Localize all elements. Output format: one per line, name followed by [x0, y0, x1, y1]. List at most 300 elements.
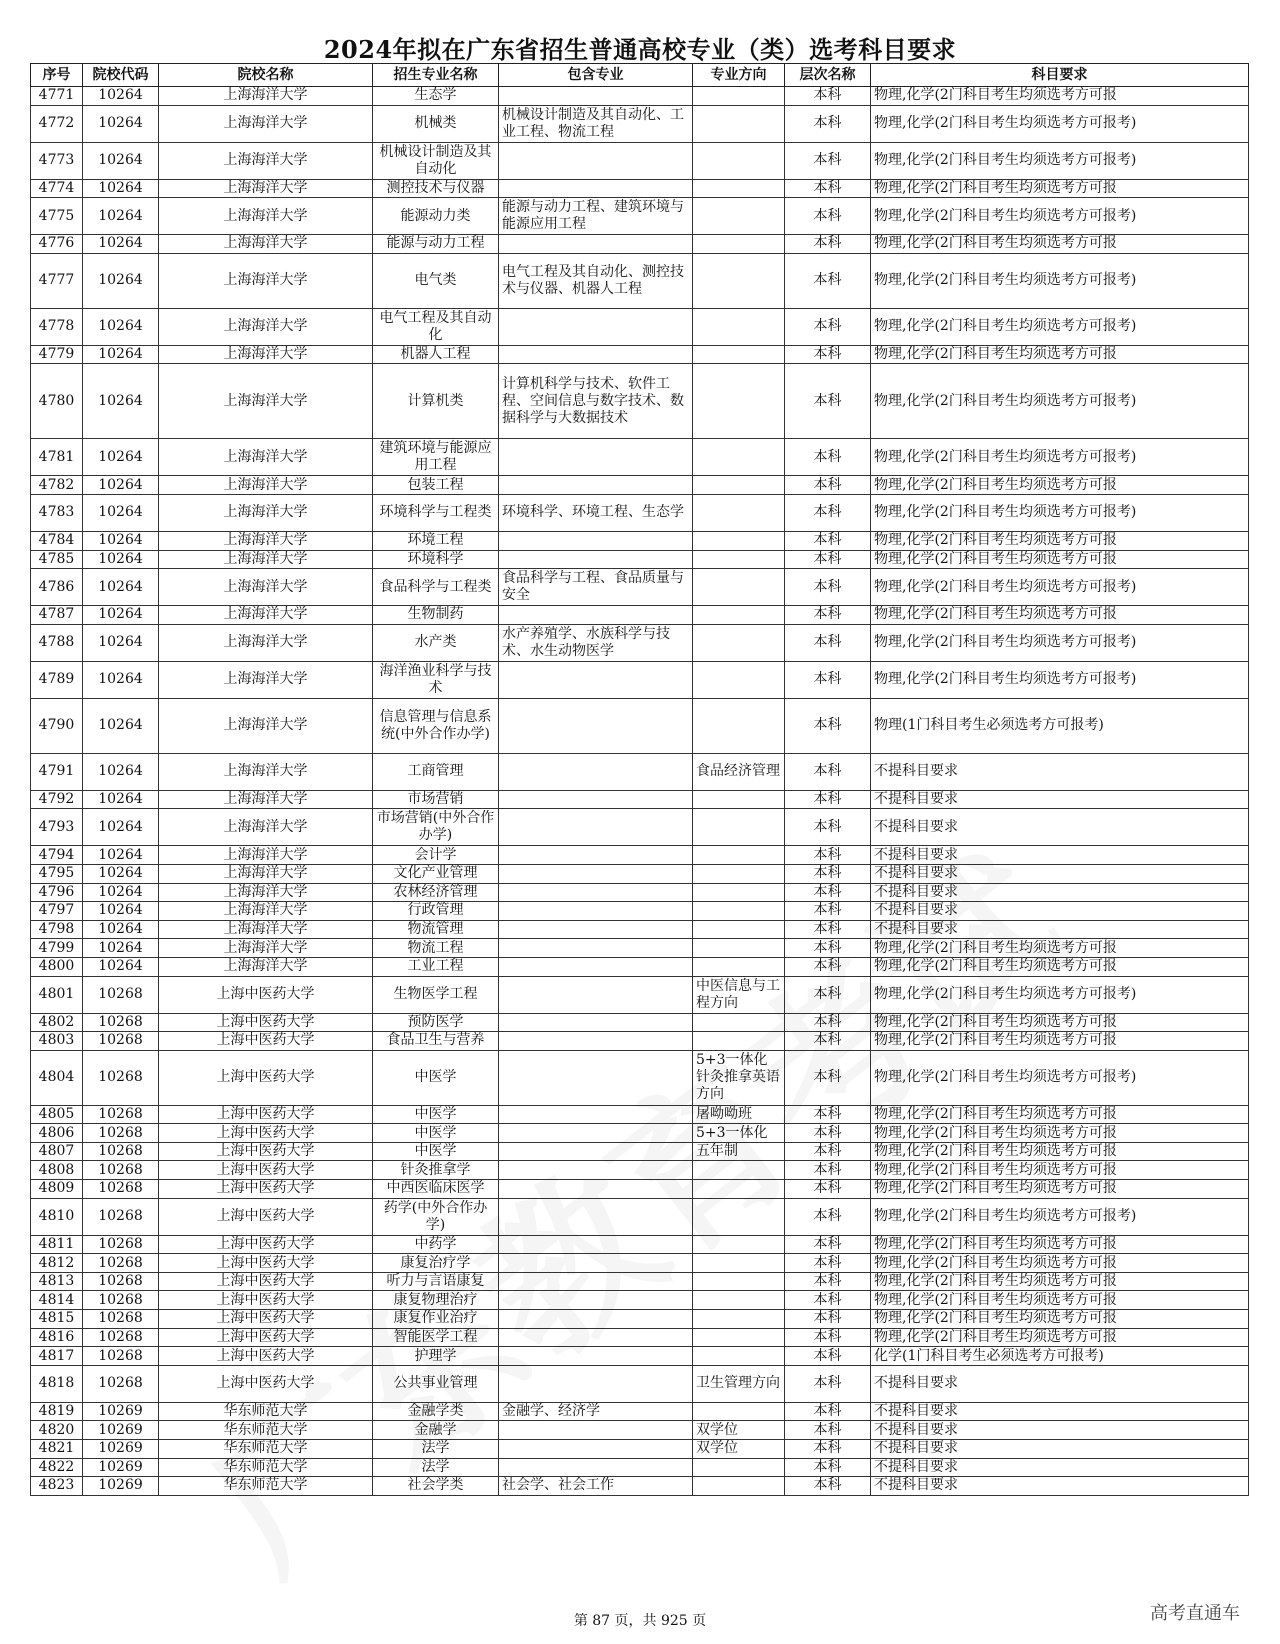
row-school-name: 上海海洋大学 — [159, 939, 373, 958]
row-index: 4772 — [31, 105, 83, 142]
row-included-majors — [499, 235, 693, 254]
row-subject-requirement: 物理,化学(2门科目考生均须选考方可报 — [871, 1032, 1249, 1051]
row-major-name: 生态学 — [373, 87, 499, 106]
table-row — [31, 1105, 1249, 1124]
row-school-name: 上海海洋大学 — [159, 569, 373, 606]
table-row — [31, 1440, 1249, 1459]
row-major-name: 针灸推拿学 — [373, 1161, 499, 1180]
row-included-majors — [499, 1328, 693, 1347]
row-subject-requirement: 不提科目要求 — [871, 753, 1249, 790]
row-included-majors — [499, 606, 693, 625]
row-major-name: 生物制药 — [373, 606, 499, 625]
row-major-name: 环境科学 — [373, 550, 499, 569]
table-row — [31, 939, 1249, 958]
row-school-code: 10269 — [83, 1421, 159, 1440]
row-major-name: 市场营销 — [373, 790, 499, 809]
row-subject-requirement: 不提科目要求 — [871, 1421, 1249, 1440]
row-major-name: 听力与言语康复 — [373, 1272, 499, 1291]
row-level: 本科 — [785, 345, 871, 364]
row-index: 4802 — [31, 1013, 83, 1032]
row-school-name: 上海中医药大学 — [159, 1161, 373, 1180]
row-school-code: 10264 — [83, 846, 159, 865]
row-subject-requirement: 物理,化学(2门科目考生均须选考方可报 — [871, 1105, 1249, 1124]
table-row — [31, 1328, 1249, 1347]
row-subject-requirement: 不提科目要求 — [871, 864, 1249, 883]
table-row — [31, 1347, 1249, 1366]
row-major-name: 环境科学与工程类 — [373, 494, 499, 531]
table-row — [31, 902, 1249, 921]
row-level: 本科 — [785, 253, 871, 308]
table-row — [31, 920, 1249, 939]
row-included-majors — [499, 864, 693, 883]
table-row — [31, 1161, 1249, 1180]
row-major-name: 海洋渔业科学与技术 — [373, 661, 499, 698]
table-row — [31, 1198, 1249, 1235]
row-school-code: 10268 — [83, 1142, 159, 1161]
table-row — [31, 1365, 1249, 1402]
row-school-code: 10268 — [83, 1161, 159, 1180]
row-school-code: 10268 — [83, 1254, 159, 1273]
row-school-code: 10264 — [83, 105, 159, 142]
row-major-name: 物流管理 — [373, 920, 499, 939]
row-direction — [693, 1272, 785, 1291]
row-direction: 5+3一体化针灸推拿英语方向 — [693, 1050, 785, 1105]
row-included-majors — [499, 439, 693, 476]
row-major-name: 智能医学工程 — [373, 1328, 499, 1347]
row-school-name: 上海海洋大学 — [159, 790, 373, 809]
row-subject-requirement: 物理,化学(2门科目考生均须选考方可报考) — [871, 494, 1249, 531]
row-included-majors — [499, 1272, 693, 1291]
row-school-code: 10264 — [83, 253, 159, 308]
row-included-majors — [499, 476, 693, 495]
row-direction — [693, 809, 785, 846]
row-direction — [693, 1310, 785, 1329]
row-level: 本科 — [785, 1365, 871, 1402]
row-direction — [693, 364, 785, 439]
table-row — [31, 87, 1249, 106]
row-major-name: 社会学类 — [373, 1477, 499, 1496]
table-row — [31, 1402, 1249, 1421]
row-major-name: 电气类 — [373, 253, 499, 308]
row-subject-requirement: 不提科目要求 — [871, 883, 1249, 902]
row-major-name: 中医学 — [373, 1050, 499, 1105]
row-level: 本科 — [785, 1142, 871, 1161]
row-school-code: 10268 — [83, 1235, 159, 1254]
row-school-code: 10268 — [83, 1180, 159, 1199]
row-subject-requirement: 物理,化学(2门科目考生均须选考方可报考) — [871, 253, 1249, 308]
row-subject-requirement: 物理,化学(2门科目考生均须选考方可报 — [871, 531, 1249, 550]
row-school-code: 10264 — [83, 345, 159, 364]
row-included-majors — [499, 883, 693, 902]
row-included-majors — [499, 1440, 693, 1459]
row-level: 本科 — [785, 864, 871, 883]
row-index: 4805 — [31, 1105, 83, 1124]
row-subject-requirement: 物理,化学(2门科目考生均须选考方可报 — [871, 345, 1249, 364]
row-subject-requirement: 物理,化学(2门科目考生均须选考方可报考) — [871, 105, 1249, 142]
row-school-code: 10268 — [83, 1310, 159, 1329]
table-row — [31, 142, 1249, 179]
row-school-code: 10268 — [83, 1291, 159, 1310]
row-subject-requirement: 物理,化学(2门科目考生均须选考方可报 — [871, 1142, 1249, 1161]
row-school-code: 10264 — [83, 235, 159, 254]
row-direction — [693, 1328, 785, 1347]
row-major-name: 中医学 — [373, 1142, 499, 1161]
row-index: 4795 — [31, 864, 83, 883]
table-row — [31, 790, 1249, 809]
row-direction — [693, 476, 785, 495]
row-school-name: 上海海洋大学 — [159, 550, 373, 569]
row-direction — [693, 142, 785, 179]
row-school-code: 10264 — [83, 939, 159, 958]
row-school-name: 上海海洋大学 — [159, 957, 373, 976]
row-included-majors — [499, 753, 693, 790]
row-index: 4790 — [31, 698, 83, 753]
row-school-code: 10264 — [83, 179, 159, 198]
row-major-name: 康复作业治疗 — [373, 1310, 499, 1329]
row-subject-requirement: 不提科目要求 — [871, 1365, 1249, 1402]
row-direction: 卫生管理方向 — [693, 1365, 785, 1402]
row-included-majors — [499, 698, 693, 753]
row-included-majors: 水产养殖学、水族科学与技术、水生动物医学 — [499, 624, 693, 661]
row-included-majors — [499, 345, 693, 364]
row-level: 本科 — [785, 624, 871, 661]
table-row — [31, 1235, 1249, 1254]
row-major-name: 中西医临床医学 — [373, 1180, 499, 1199]
row-major-name: 农林经济管理 — [373, 883, 499, 902]
table-row — [31, 1458, 1249, 1477]
row-school-code: 10268 — [83, 1124, 159, 1143]
row-level: 本科 — [785, 531, 871, 550]
row-level: 本科 — [785, 883, 871, 902]
row-school-code: 10264 — [83, 569, 159, 606]
table-row — [31, 235, 1249, 254]
row-included-majors — [499, 1161, 693, 1180]
table-header-row — [31, 64, 1249, 87]
col-header-major-name: 招生专业名称 — [373, 64, 499, 87]
row-subject-requirement: 物理(1门科目考生必须选考方可报考) — [871, 698, 1249, 753]
row-school-name: 华东师范大学 — [159, 1477, 373, 1496]
row-level: 本科 — [785, 364, 871, 439]
table-row — [31, 1272, 1249, 1291]
table-row — [31, 569, 1249, 606]
row-subject-requirement: 不提科目要求 — [871, 920, 1249, 939]
row-major-name: 康复治疗学 — [373, 1254, 499, 1273]
row-direction — [693, 939, 785, 958]
row-subject-requirement: 物理,化学(2门科目考生均须选考方可报 — [871, 1013, 1249, 1032]
row-index: 4776 — [31, 235, 83, 254]
row-school-name: 上海海洋大学 — [159, 624, 373, 661]
row-included-majors — [499, 142, 693, 179]
row-school-code: 10264 — [83, 902, 159, 921]
row-level: 本科 — [785, 1272, 871, 1291]
row-school-name: 上海海洋大学 — [159, 698, 373, 753]
table-row — [31, 1310, 1249, 1329]
row-major-name: 法学 — [373, 1440, 499, 1459]
row-school-name: 上海中医药大学 — [159, 1347, 373, 1366]
row-level: 本科 — [785, 1050, 871, 1105]
row-included-majors: 计算机科学与技术、软件工程、空间信息与数字技术、数据科学与大数据技术 — [499, 364, 693, 439]
row-subject-requirement: 物理,化学(2门科目考生均须选考方可报考) — [871, 198, 1249, 235]
row-school-name: 上海海洋大学 — [159, 902, 373, 921]
row-direction — [693, 1198, 785, 1235]
row-subject-requirement: 物理,化学(2门科目考生均须选考方可报 — [871, 1161, 1249, 1180]
row-school-name: 上海海洋大学 — [159, 87, 373, 106]
row-subject-requirement: 物理,化学(2门科目考生均须选考方可报考) — [871, 142, 1249, 179]
row-school-code: 10264 — [83, 957, 159, 976]
row-level: 本科 — [785, 1458, 871, 1477]
row-level: 本科 — [785, 308, 871, 345]
row-included-majors — [499, 531, 693, 550]
row-direction — [693, 790, 785, 809]
row-included-majors — [499, 1105, 693, 1124]
row-major-name: 市场营销(中外合作办学) — [373, 809, 499, 846]
row-major-name: 工业工程 — [373, 957, 499, 976]
row-school-name: 上海海洋大学 — [159, 364, 373, 439]
row-index: 4799 — [31, 939, 83, 958]
row-school-code: 10264 — [83, 494, 159, 531]
row-school-name: 上海中医药大学 — [159, 1198, 373, 1235]
row-school-name: 上海海洋大学 — [159, 235, 373, 254]
row-major-name: 包装工程 — [373, 476, 499, 495]
row-school-name: 上海海洋大学 — [159, 439, 373, 476]
row-level: 本科 — [785, 920, 871, 939]
row-level: 本科 — [785, 1105, 871, 1124]
row-major-name: 物流工程 — [373, 939, 499, 958]
row-index: 4817 — [31, 1347, 83, 1366]
row-direction — [693, 439, 785, 476]
col-header-subject-requirement: 科目要求 — [871, 64, 1249, 87]
row-direction — [693, 1347, 785, 1366]
table-row — [31, 624, 1249, 661]
row-major-name: 机械设计制造及其自动化 — [373, 142, 499, 179]
row-index: 4810 — [31, 1198, 83, 1235]
row-school-name: 上海海洋大学 — [159, 179, 373, 198]
row-level: 本科 — [785, 661, 871, 698]
row-index: 4771 — [31, 87, 83, 106]
row-school-name: 上海中医药大学 — [159, 1032, 373, 1051]
row-school-code: 10268 — [83, 1032, 159, 1051]
table-row — [31, 957, 1249, 976]
row-school-name: 上海海洋大学 — [159, 308, 373, 345]
row-index: 4815 — [31, 1310, 83, 1329]
row-included-majors: 电气工程及其自动化、测控技术与仪器、机器人工程 — [499, 253, 693, 308]
col-header-included-majors: 包含专业 — [499, 64, 693, 87]
row-school-name: 上海中医药大学 — [159, 1254, 373, 1273]
row-index: 4775 — [31, 198, 83, 235]
row-direction — [693, 957, 785, 976]
row-school-name: 华东师范大学 — [159, 1440, 373, 1459]
row-index: 4818 — [31, 1365, 83, 1402]
row-major-name: 金融学 — [373, 1421, 499, 1440]
row-subject-requirement: 物理,化学(2门科目考生均须选考方可报 — [871, 1254, 1249, 1273]
row-index: 4816 — [31, 1328, 83, 1347]
row-school-name: 上海中医药大学 — [159, 976, 373, 1013]
row-direction — [693, 179, 785, 198]
row-school-name: 上海中医药大学 — [159, 1105, 373, 1124]
row-direction — [693, 1254, 785, 1273]
row-included-majors — [499, 550, 693, 569]
row-direction — [693, 531, 785, 550]
row-subject-requirement: 物理,化学(2门科目考生均须选考方可报考) — [871, 439, 1249, 476]
row-direction — [693, 1032, 785, 1051]
row-included-majors — [499, 957, 693, 976]
table-row — [31, 1291, 1249, 1310]
row-included-majors — [499, 1421, 693, 1440]
row-index: 4812 — [31, 1254, 83, 1273]
row-level: 本科 — [785, 1328, 871, 1347]
row-level: 本科 — [785, 939, 871, 958]
row-school-code: 10264 — [83, 364, 159, 439]
row-included-majors: 能源与动力工程、建筑环境与能源应用工程 — [499, 198, 693, 235]
row-index: 4793 — [31, 809, 83, 846]
row-level: 本科 — [785, 1310, 871, 1329]
row-subject-requirement: 物理,化学(2门科目考生均须选考方可报考) — [871, 308, 1249, 345]
row-direction — [693, 569, 785, 606]
row-school-code: 10268 — [83, 1272, 159, 1291]
row-level: 本科 — [785, 235, 871, 254]
row-level: 本科 — [785, 569, 871, 606]
row-included-majors — [499, 1032, 693, 1051]
row-school-name: 华东师范大学 — [159, 1458, 373, 1477]
row-school-code: 10264 — [83, 790, 159, 809]
row-subject-requirement: 物理,化学(2门科目考生均须选考方可报 — [871, 179, 1249, 198]
row-index: 4813 — [31, 1272, 83, 1291]
row-direction — [693, 661, 785, 698]
row-school-code: 10264 — [83, 753, 159, 790]
row-major-name: 金融学类 — [373, 1402, 499, 1421]
row-included-majors — [499, 1235, 693, 1254]
row-school-name: 上海海洋大学 — [159, 345, 373, 364]
row-index: 4791 — [31, 753, 83, 790]
table-row — [31, 1421, 1249, 1440]
row-level: 本科 — [785, 142, 871, 179]
row-index: 4796 — [31, 883, 83, 902]
table-row — [31, 809, 1249, 846]
row-subject-requirement: 不提科目要求 — [871, 809, 1249, 846]
row-level: 本科 — [785, 606, 871, 625]
row-level: 本科 — [785, 976, 871, 1013]
table-row — [31, 531, 1249, 550]
row-index: 4787 — [31, 606, 83, 625]
row-school-name: 上海中医药大学 — [159, 1235, 373, 1254]
row-direction — [693, 494, 785, 531]
row-included-majors: 社会学、社会工作 — [499, 1477, 693, 1496]
row-index: 4788 — [31, 624, 83, 661]
row-included-majors: 机械设计制造及其自动化、工业工程、物流工程 — [499, 105, 693, 142]
row-level: 本科 — [785, 476, 871, 495]
row-level: 本科 — [785, 902, 871, 921]
row-school-code: 10269 — [83, 1440, 159, 1459]
page-title: 2024年拟在广东省招生普通高校专业（类）选考科目要求 — [323, 35, 957, 64]
table-row — [31, 976, 1249, 1013]
row-index: 4820 — [31, 1421, 83, 1440]
table-row — [31, 1050, 1249, 1105]
row-school-name: 上海中医药大学 — [159, 1310, 373, 1329]
table-row — [31, 179, 1249, 198]
row-school-code: 10264 — [83, 87, 159, 106]
row-school-name: 上海海洋大学 — [159, 864, 373, 883]
row-subject-requirement: 物理,化学(2门科目考生均须选考方可报 — [871, 606, 1249, 625]
table-row — [31, 1477, 1249, 1496]
row-index: 4777 — [31, 253, 83, 308]
row-school-code: 10269 — [83, 1477, 159, 1496]
row-level: 本科 — [785, 1347, 871, 1366]
row-school-name: 上海海洋大学 — [159, 198, 373, 235]
row-index: 4804 — [31, 1050, 83, 1105]
row-included-majors — [499, 1365, 693, 1402]
row-included-majors — [499, 902, 693, 921]
row-included-majors — [499, 1458, 693, 1477]
row-included-majors — [499, 1142, 693, 1161]
row-level: 本科 — [785, 1013, 871, 1032]
row-index: 4823 — [31, 1477, 83, 1496]
page-number: 第 87 页，共 925 页 — [573, 1613, 707, 1629]
row-school-code: 10269 — [83, 1402, 159, 1421]
row-school-code: 10268 — [83, 1198, 159, 1235]
row-school-code: 10264 — [83, 698, 159, 753]
row-subject-requirement: 物理,化学(2门科目考生均须选考方可报 — [871, 1310, 1249, 1329]
row-subject-requirement: 物理,化学(2门科目考生均须选考方可报考) — [871, 976, 1249, 1013]
row-major-name: 能源与动力工程 — [373, 235, 499, 254]
row-level: 本科 — [785, 809, 871, 846]
row-level: 本科 — [785, 198, 871, 235]
table-row — [31, 253, 1249, 308]
row-school-name: 上海海洋大学 — [159, 531, 373, 550]
row-direction — [693, 624, 785, 661]
row-major-name: 水产类 — [373, 624, 499, 661]
table-row — [31, 308, 1249, 345]
row-direction — [693, 864, 785, 883]
row-school-code: 10264 — [83, 920, 159, 939]
row-school-code: 10264 — [83, 864, 159, 883]
row-subject-requirement: 物理,化学(2门科目考生均须选考方可报 — [871, 1328, 1249, 1347]
row-direction: 食品经济管理 — [693, 753, 785, 790]
row-school-code: 10268 — [83, 1347, 159, 1366]
table-row — [31, 753, 1249, 790]
row-index: 4778 — [31, 308, 83, 345]
row-school-code: 10264 — [83, 661, 159, 698]
row-subject-requirement: 物理,化学(2门科目考生均须选考方可报考) — [871, 661, 1249, 698]
row-level: 本科 — [785, 1254, 871, 1273]
row-major-name: 食品科学与工程类 — [373, 569, 499, 606]
brand-watermark: 高考直通车 — [1150, 1603, 1240, 1624]
row-direction — [693, 846, 785, 865]
row-direction: 屠呦呦班 — [693, 1105, 785, 1124]
row-level: 本科 — [785, 698, 871, 753]
row-direction — [693, 1013, 785, 1032]
row-school-code: 10264 — [83, 439, 159, 476]
row-direction — [693, 87, 785, 106]
row-subject-requirement: 物理,化学(2门科目考生均须选考方可报 — [871, 957, 1249, 976]
row-major-name: 法学 — [373, 1458, 499, 1477]
row-subject-requirement: 不提科目要求 — [871, 1402, 1249, 1421]
col-header-school-code: 院校代码 — [83, 64, 159, 87]
row-index: 4797 — [31, 902, 83, 921]
row-direction — [693, 1458, 785, 1477]
row-school-name: 华东师范大学 — [159, 1421, 373, 1440]
row-direction — [693, 550, 785, 569]
row-included-majors — [499, 920, 693, 939]
row-level: 本科 — [785, 753, 871, 790]
row-subject-requirement: 物理,化学(2门科目考生均须选考方可报 — [871, 1180, 1249, 1199]
row-included-majors: 环境科学、环境工程、生态学 — [499, 494, 693, 531]
table-row — [31, 1032, 1249, 1051]
row-index: 4780 — [31, 364, 83, 439]
row-included-majors — [499, 1124, 693, 1143]
row-index: 4774 — [31, 179, 83, 198]
row-school-code: 10264 — [83, 308, 159, 345]
row-index: 4789 — [31, 661, 83, 698]
